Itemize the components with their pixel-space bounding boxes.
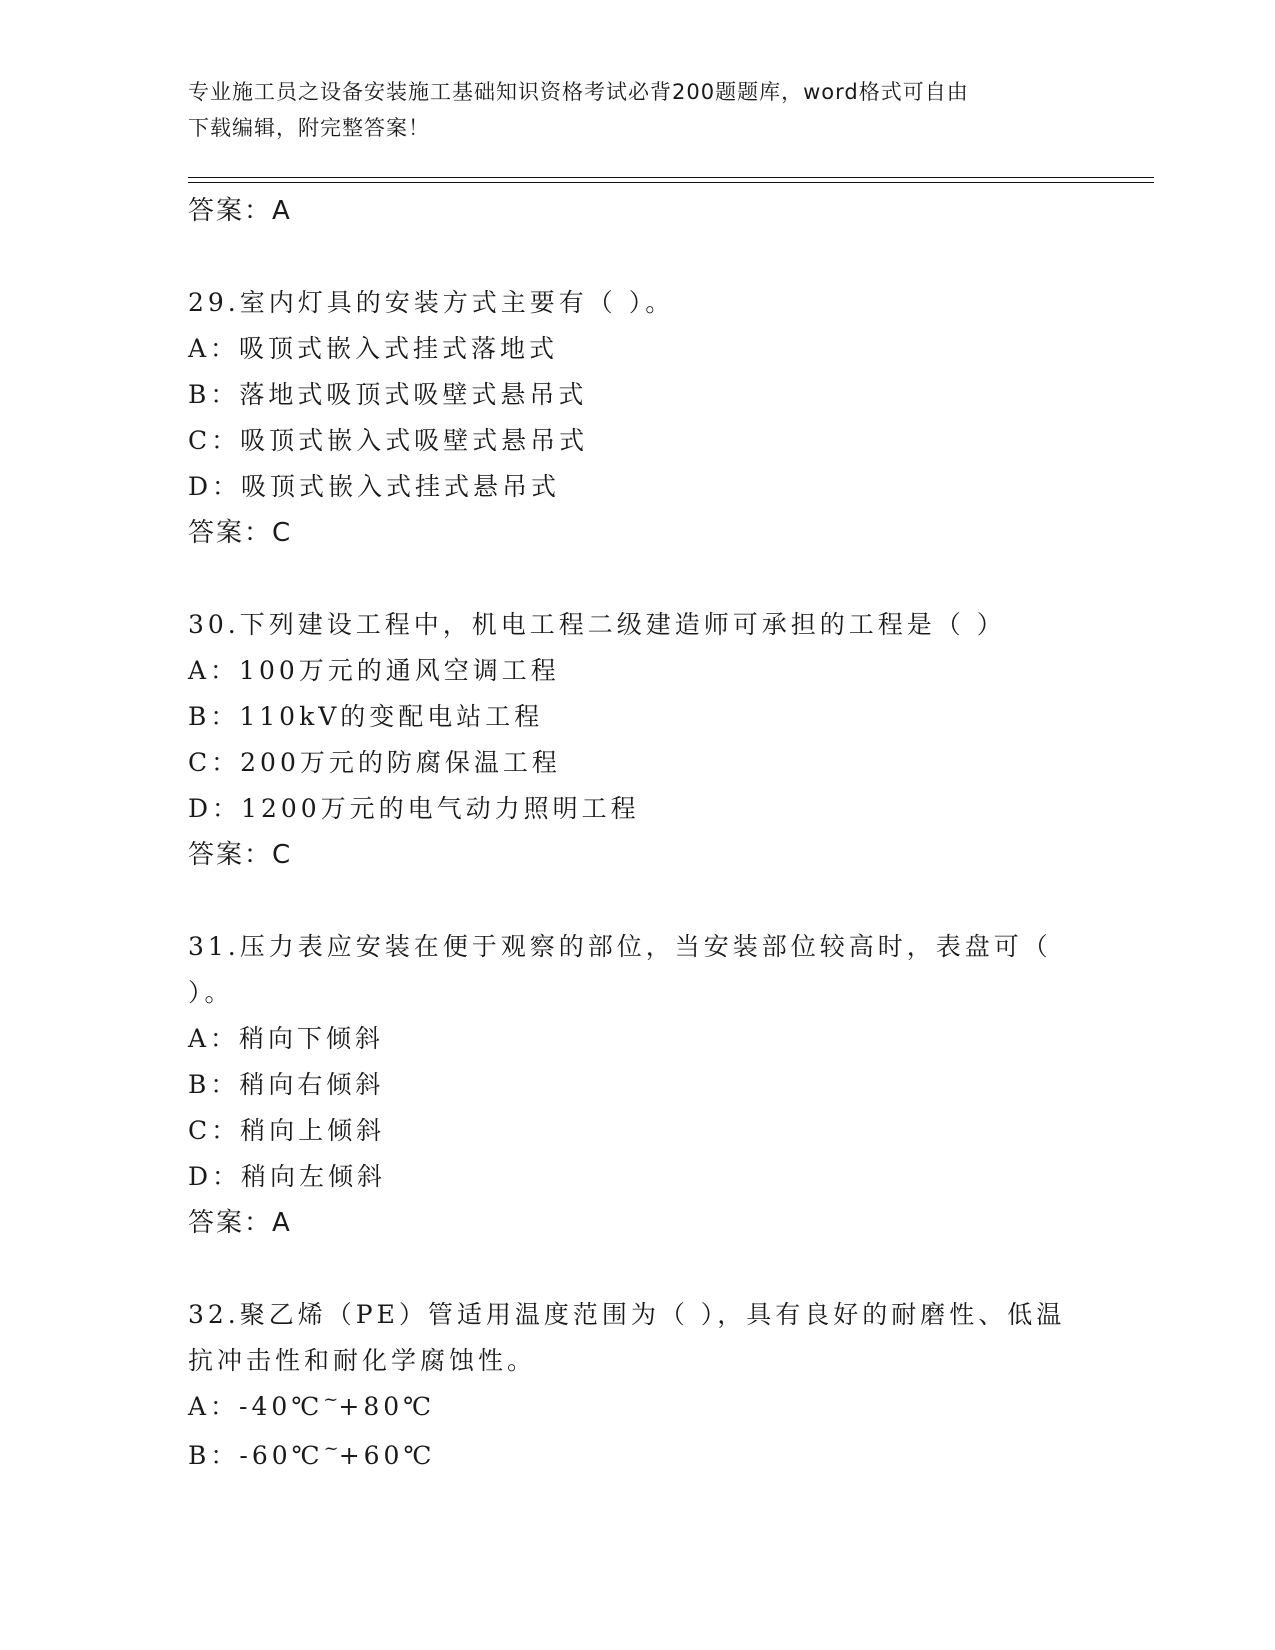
option-b [188, 1433, 1128, 1482]
option-a [188, 1384, 1128, 1433]
option-a: A：稍向下倾斜 [188, 1024, 385, 1053]
question-list [188, 188, 1128, 1482]
question-stem-line-1: 31.压力表应安装在便于观察的部位，当安装部位较高时，表盘可（ [188, 932, 1052, 961]
spacer [188, 234, 1128, 280]
option-a-prefix: A：-40℃ [188, 1392, 324, 1421]
question-31 [188, 924, 1128, 1246]
option-b-suffix: +60℃ [338, 1441, 436, 1470]
answer-line [188, 188, 1128, 234]
spacer [188, 878, 1128, 924]
option-b-tilde: ~ [323, 1438, 339, 1459]
header-line-1: 专业施工员之设备安装施工基础知识资格考试必背200题题库，word格式可自由 [188, 80, 969, 104]
option-a-suffix: +80℃ [338, 1392, 436, 1421]
spacer [188, 556, 1128, 602]
answer-line [188, 510, 1128, 556]
option-c: C：200万元的防腐保温工程 [188, 748, 561, 777]
option-b: B：稍向右倾斜 [188, 1070, 385, 1099]
option-a-tilde: ~ [323, 1389, 339, 1410]
answer-value: A [272, 1208, 292, 1238]
option-d: D：稍向左倾斜 [188, 1162, 387, 1191]
header-rule-thick [188, 182, 1154, 183]
question-32 [188, 1292, 1128, 1482]
answer-line [188, 832, 1128, 878]
answer-label: 答案： [188, 840, 273, 870]
question-30 [188, 602, 1128, 878]
question-stem-line-1: 32.聚乙烯（PE）管适用温度范围为（ ），具有良好的耐磨性、低温 [188, 1300, 1066, 1329]
question-stem-line-2: ）。 [188, 978, 234, 1007]
answer-line [188, 1200, 1128, 1246]
option-c: C：稍向上倾斜 [188, 1116, 386, 1145]
question-29 [188, 280, 1128, 556]
option-c: C：吸顶式嵌入式吸壁式悬吊式 [188, 426, 589, 455]
answer-label: 答案： [188, 518, 273, 548]
answer-label: 答案： [188, 196, 273, 226]
option-b: B：落地式吸顶式吸壁式悬吊式 [188, 380, 588, 409]
document-header [188, 74, 1088, 146]
spacer [188, 1246, 1128, 1292]
question-stem-line-2: 抗冲击性和耐化学腐蚀性。 [188, 1346, 537, 1375]
header-line-2: 下载编辑，附完整答案！ [188, 116, 430, 140]
answer-value: C [272, 518, 293, 548]
option-b-prefix: B：-60℃ [188, 1441, 324, 1470]
option-a: A：吸顶式嵌入式挂式落地式 [188, 334, 559, 363]
question-stem: 29.室内灯具的安装方式主要有（ ）。 [188, 288, 675, 317]
answer-label: 答案： [188, 1208, 273, 1238]
answer-value: C [272, 840, 293, 870]
option-d: D：1200万元的电气动力照明工程 [188, 794, 640, 823]
option-b: B：110kV的变配电站工程 [188, 702, 544, 731]
header-rule-thin [188, 177, 1154, 178]
option-a: A：100万元的通风空调工程 [188, 656, 560, 685]
option-d: D：吸顶式嵌入式挂式悬吊式 [188, 472, 561, 501]
answer-value: A [272, 196, 292, 226]
question-stem: 30.下列建设工程中，机电工程二级建造师可承担的工程是（ ） [188, 610, 1006, 639]
